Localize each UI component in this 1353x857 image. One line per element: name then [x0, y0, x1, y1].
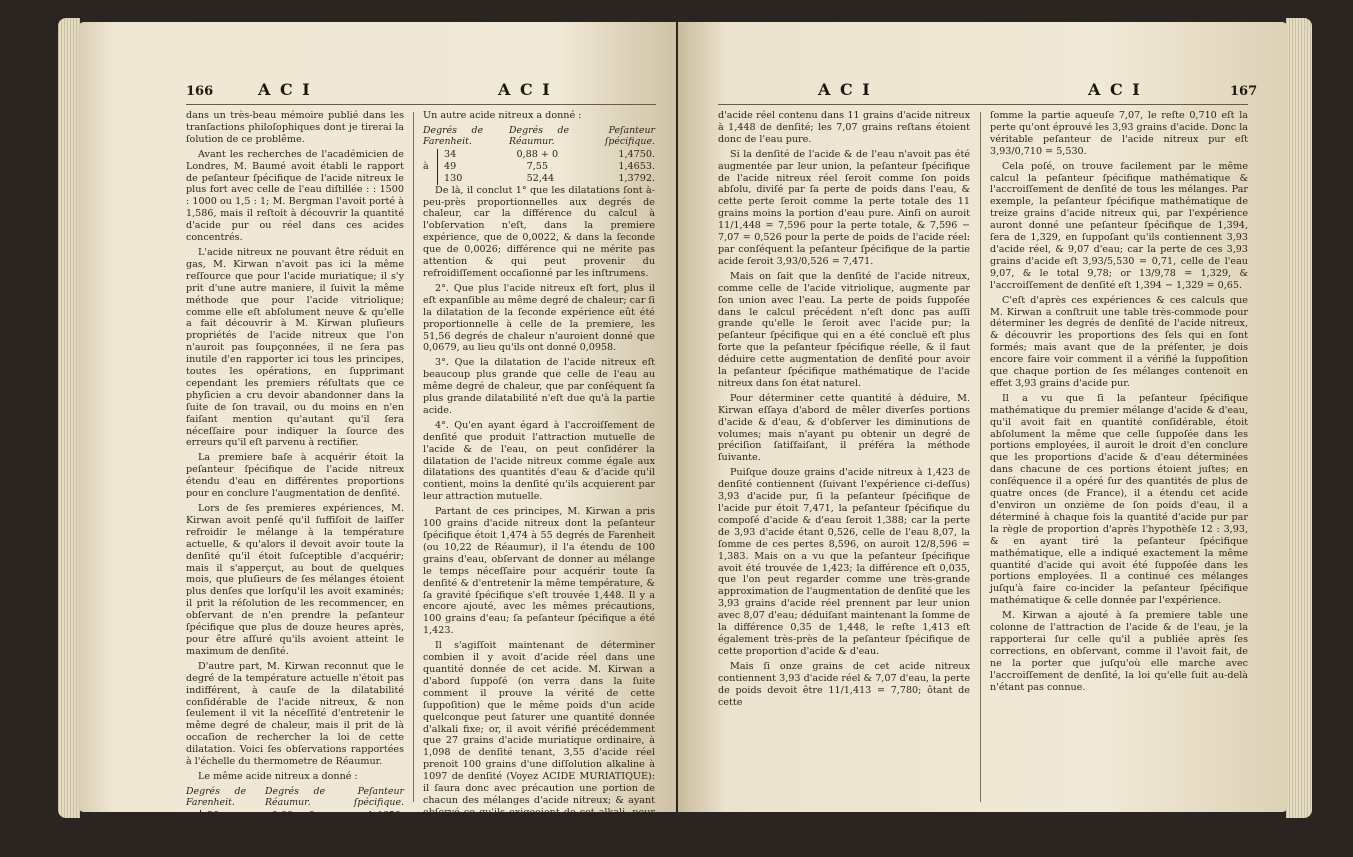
- table-cell: 1,4587.: [367, 821, 404, 833]
- paragraph: La premiere baſe à acquérir étoit la peſanteur ſpécifique de l'acide nitreux étendu d'eau en différentes proportions pour en conclure l'augmentation de denſité.: [186, 452, 404, 500]
- table-cell: 1,4750.: [618, 148, 655, 160]
- paragraph: Il s'agiſſoit maintenant de déterminer combien il y avoit d'acide réel dans une quantité donnée de cet acide. M. Kirwan a d'abord ſuppoſé (on verra dans la ſuite comment il prouve la vérité de cette ſuppoſition) que le même poids d'un acide quelconque peut ſaturer une quantité donnée d'alkali fixe; or, il avoit vérifié précédemment que 27 grains d'acide muriatique ordinaire, à 1,098 de denſité tenant, 3,55 d'acide réel prenoit 100 grains d'une diſſolution alkaline à 1097 de denſité (Voyez ACIDE MURIATIQUE): il ſaura donc avec précaution une portion de chacun des mélanges d'acide nitreux; & ayant obſervé ce qu'ils exigeoient de cet alkali, pour leur ſaturation précite, le calcul de ces obſervations rapportées à des termes moyens lui donna 3,93 pour la quantité: [423, 640, 655, 854]
- table-col-head: Peſanteur ſpécifique.: [604, 124, 655, 147]
- table-cell: 30: [207, 809, 220, 821]
- paragraph: Avant les recherches de l'académicien de Londres, M. Baumé avoit établi le rapport de peſanteur ſpécifique de l'acide nitreux le plus fort avec celle de l'eau diſtillée : : 1500 : 1000 ou 1,5 : 1; M. Bergman l'avoit porté à 1,586, mais il reſtoit à découvrir la quantité d'acide pur ou réel dans ces acides concentrés.: [186, 148, 404, 244]
- table-cell: 1,4653.: [618, 160, 655, 172]
- paragraph: L'acide nitreux ne pouvant être réduit en gas, M. Kirwan n'avoit pas ici la même reſſource que pour l'acide muriatique; il s'y prit d'une autre maniere, il ſuivit la même méthode que pour l'acide vitriolique; comme elle eſt abſolument neuve & qu'elle a fait découvrir à M. Kirwan pluſieurs propriétés de l'acide nitreux que l'on n'auroit pas ſoupçonnées, il ne ſera pas inutile d'en rapporter ici tous les principes, toutes les opérations, en ſupprimant cependant les premiers réſultats que ce phyſicien a cru devoir abandonner dans la ſuite de ſon travail, ou du moins en n'en faiſant mention qu'autant qu'il ſera néceſſaire pour indiquer la ſource des erreurs qu'il eſt parvenu à rectifier.: [186, 246, 404, 449]
- page-number: 166: [186, 84, 214, 99]
- table-col-head: Degrés de Réaumur.: [509, 124, 569, 147]
- table-col-head: Degrés de Farenheit.: [186, 785, 246, 808]
- table-row: [444, 149, 655, 161]
- brace-label: à: [423, 160, 429, 172]
- table-cell: 52,44: [526, 172, 555, 184]
- left-page: [78, 22, 676, 857]
- table-cell: 46: [207, 821, 220, 833]
- paragraph: Pour déterminer cette quantité à déduire, M. Kirwan eſſaya d'abord de mêler diverſes portions d'acide & d'eau, & d'obſerver les diminutions de volumes; mais n'ayant pu obtenir un degré de préciſion ſatiſfaiſant, il préféra la méthode ſuivante.: [718, 392, 970, 464]
- paragraph: Mais ſi onze grains de cet acide nitreux contiennent 3,93 d'acide réel & 7,07 d'eau, la perte de poids devoit être 11/1,413 = 7,780; ôtant de cette: [718, 660, 970, 708]
- paragraph: Puiſque douze grains d'acide nitreux à 1,423 de denſité contiennent (ſuivant l'expérience ci-deſſus) 3,93 d'acide pur, ſi la peſanteur ſpécifique de l'acide pur étoit 7,471, la peſanteur ſpécifique du compoſé d'acide & d'eau ſeroit 1,388; car la perte de 3,93 d'acide étant 0,526, celle de l'eau 8,07, la ſomme de ces pertes 8,596, on auroit 12/8,596 = 1,383. Mais on a vu que la peſanteur ſpécifique avoit été trouvée de 1,423; la différence eſt 0,035, que l'on peut regarder comme une très-grande approximation de l'augmentation de denſité que les 3,93 grains d'acide réel prennent par leur union avec 8,07 d'eau; déduiſant maintenant la ſomme de la différence 0,35 de 1,448, le reſte 1,413 eſt également très-près de la peſanteur ſpécifique de cette proportion d'acide & d'eau.: [718, 467, 970, 657]
- paragraph: Un autre acide nitreux a donné :: [423, 110, 582, 121]
- running-header-left-col2: A C I: [498, 80, 552, 99]
- paragraph: Le même acide nitreux a donné :: [198, 770, 358, 782]
- table-col-head: Peſanteur ſpécifique.: [353, 785, 404, 808]
- table-row: [207, 834, 404, 846]
- table-rows: [437, 149, 655, 185]
- table-cell: 6,22 + 0: [272, 821, 315, 833]
- table-row: [444, 173, 655, 185]
- table-cell: 24: [287, 833, 300, 845]
- paragraph: 2°. Que plus l'acide nitreux eſt fort, plus il eſt expanſible au même degré de chaleur; car ſi la dilatation de la ſeconde expérience eût été proportionnelle à celle de la premiere, les 51,56 degrés de chaleur n'auroient donné que 0,0679, au lieu qu'ils ont donné 0,0958.: [423, 282, 655, 354]
- table-col-head: Degrés de Réaumur.: [265, 785, 325, 808]
- right-page-edges: [1286, 18, 1312, 818]
- column-divider: [413, 112, 414, 802]
- table-cell: 1,4302.: [367, 833, 404, 845]
- table-cell: 34: [444, 148, 457, 160]
- table-rows: [200, 810, 404, 857]
- column-divider: [980, 112, 981, 802]
- table-cell: 86: [207, 833, 220, 845]
- paragraph: D'autre part, M. Kirwan reconnut que le degré de la température actuelle n'étoit pas indifférent, à cauſe de la dilatabilité conſidérable de l'acide nitreux, & non ſeulement il vit la néceſſité d'entretenir le même degré de chaleur, mais il prit de là occaſion de rechercher la loi de cette dilatation. Voici ſes obſervations rapportées à l'échelle du thermometre de Réaumur.: [186, 660, 404, 768]
- table-cell: 39,11: [282, 845, 311, 857]
- table-row: [444, 161, 655, 173]
- table-cell: 1,3792.: [618, 172, 655, 184]
- paragraph: Si la denſité de l'acide & de l'eau n'avoit pas été augmentée par leur union, la peſanteur ſpécifique de l'acide nitreux réel ſeroit comme ſon poids abſolu, diviſé par ſa perte de poids dans l'eau, & cette perte ſeroit comme la perte totale des 11 grains moins la portion d'eau pure. Ainſi on auroit 11/1,448 = 7,596 pour la perte totale, & 7,596 − 7,07 = 0,526 pour la perte de poids de l'acide réel: par conſéquent la peſanteur ſpécifique de la partie acide ſeroit 3,93/0,526 = 7,471.: [718, 148, 970, 267]
- data-table: [423, 149, 655, 185]
- header-rule: [186, 104, 656, 105]
- paragraph: C'eſt d'après ces expériences & ces calculs que M. Kirwan a conſtruit une table très-commode pour déterminer les degrés de denſité de l'acide nitreux, & découvrir les proportions des ſels qui en ſont formés; mais avant que de la préſenter, je dois encore faire voir comment il a vérifié la ſuppoſition que chaque portion de ſes mélanges contenoit en effet 3,93 grains d'acide pur.: [990, 294, 1248, 389]
- right-page: [678, 22, 1288, 812]
- table-row: [207, 810, 404, 822]
- open-book: [38, 8, 1328, 857]
- table-cell: 130: [444, 172, 463, 184]
- table-header: [423, 125, 655, 147]
- table-row: [207, 822, 404, 834]
- paragraph: 3°. Que la dilatation de l'acide nitreux eſt beaucoup plus grande que celle de l'eau au même degré de chaleur, que par conſéquent ſa plus grande dilatabilité n'eſt due qu'à la partie acide.: [423, 357, 655, 416]
- left-page-column-2: [423, 110, 655, 857]
- running-header-right-col2: A C I: [1088, 80, 1142, 99]
- paragraph: Partant de ces principes, M. Kirwan a pris 100 grains d'acide nitreux dont la peſanteur ſpécifique étoit 1,474 à 55 degrés de Farenheit (ou 10,22 de Réaumur), il l'a étendu de 100 grains d'eau, obſervant de donner au mélange le temps néceſſaire pour acquérir toute ſa denſité & d'entretenir la même température, & ſa gravité ſpécifique s'eſt trouvée 1,448. Il y a encore ajouté, avec les mêmes précautions, 100 grains d'eau; ſa peſanteur ſpécifique a été 1,423.: [423, 506, 655, 637]
- paragraph: ſomme la partie aqueuſe 7,07, le reſte 0,710 eſt la perte qu'ont éprouvé les 3,93 grains d'acide. Donc la véritable peſanteur de l'acide nitreux pur eſt 3,93/0,710 = 5,530.: [990, 110, 1248, 157]
- table-cell: 0,88 — 0: [271, 809, 315, 821]
- brace-label: à: [186, 829, 192, 841]
- table-cell: 1,4123.: [367, 845, 404, 857]
- left-page-edges: [58, 18, 80, 818]
- table-col-head: Degrés de Farenheit.: [423, 124, 483, 147]
- paragraph: 4°. Qu'en ayant égard à l'accroiſſement de denſité que produit l'attraction mutuelle de l'acide & de l'eau, on peut conſidérer la dilatation de l'acide nitreux comme égale aux dilatations des quantités d'eau & d'acide qu'il contient, moins la denſité qu'ils acquierent par leur attraction mutuelle.: [423, 419, 655, 503]
- right-page-column-1: [718, 110, 970, 711]
- running-header-left: A C I: [258, 80, 312, 99]
- table-cell: 1,4650.: [367, 809, 404, 821]
- right-page-column-2: [990, 110, 1248, 697]
- table-cell: 0,88 + 0: [516, 148, 559, 160]
- paragraph: Lors de ſes premieres expériences, M. Kirwan avoit penſé qu'il ſuffiſoit de laiſſer refroidir le mélange à la température actuelle, & qu'alors il devoit avoir toute la denſité qu'il étoit ſuſceptible d'acquérir; mais il s'apperçut, au bout de quelques mois, que pluſieurs de ſes mélanges étoient plus denſes que lorſqu'il les avoit examinés; il prit la réſolution de les recommencer, en obſervant de n'en prendre la peſanteur ſpécifique que plus de douze heures après, pour être aſſuré qu'ils avoient atteint le maximum de denſité.: [186, 503, 404, 657]
- table-header: [186, 786, 404, 808]
- data-table: [186, 810, 404, 857]
- paragraph: Il a vu que ſi la peſanteur ſpécifique mathématique du premier mélange d'acide & d'eau, qu'il avoit fait en quantité conſidérable, étoit abſolument la même que celle ſuppoſée dans les portions employées, il auroit le droit d'en conclure que les proportions d'acide & d'eau déterminées dans chacune de ces portions étoient juſtes; en conſéquence il a opéré ſur des quantités de plus de quatre onces (de France), il a étendu cet acide d'environ un onzième de ſon poids d'eau, il a déterminé à chaque fois la quantité d'acide pur par la règle de proportion d'après l'hypothèſe 12 : 3,93, & en ayant tiré la peſanteur ſpécifique mathématique, elle a indiqué exactement la même quantité d'acide qui avoit été ſuppoſée dans les portions employées. Il a continué ces mélanges juſqu'à faire co-incider la peſanteur ſpécifique mathématique & celle donnée par l'expérience.: [990, 392, 1248, 607]
- table-row: [207, 846, 404, 857]
- left-page-column-1: [186, 110, 404, 857]
- paragraph: Mais on ſait que la denſité de l'acide nitreux, comme celle de l'acide vitriolique, augmente par ſon union avec l'eau. La perte de poids ſuppoſée dans le calcul précédent n'eſt donc pas auſſi grande qu'elle le ſeroit avec l'acide pur; la peſanteur ſpécifique qui en a été concluë eſt plus forte que la peſanteur ſpécifique réelle, & il faut déduire cette augmentation de denſité pour avoir la peſanteur ſpécifique mathématique de l'acide nitreux dans ſon état naturel.: [718, 270, 970, 389]
- table-cell: 7,55: [526, 160, 548, 172]
- table-cell: 120: [207, 845, 226, 857]
- paragraph: M. Kirwan a ajouté à ſa premiere table une colonne de l'attraction de l'acide & de l'eau, je la rapporterai ſur celle qu'il a publiée après ſes corrections, en obſervant, comme il l'avoit fait, de ne la porter que juſqu'où elle marche avec l'accroiſſement de denſité, la loi qu'elle ſuit au-delà n'étant pas connue.: [990, 610, 1248, 693]
- paragraph: Cela poſé, on trouve facilement par le même calcul la peſanteur ſpécifique mathématique & l'accroiſſement de denſité de tous les mélanges. Par exemple, la peſanteur ſpécifique mathématique de treize grains d'acide nitreux qui, par l'expérience auront donné une peſanteur ſpécifique de 1,394, ſera de 1,329, en ſuppoſant qu'ils contiennent 3,93 d'acide réel, & 9,07 d'eau; car la perte de ces 3,93 grains d'acide eſt 3,93/5,530 = 0,71, celle de l'eau 9,07, & le total 9,78; or 13/9,78 = 1,329, & l'accroiſſement de denſité eſt 1,394 − 1,329 = 0,65.: [990, 160, 1248, 291]
- page-number: 167: [1230, 84, 1258, 99]
- header-rule: [718, 104, 1248, 105]
- running-header-right: A C I: [818, 80, 872, 99]
- paragraph: d'acide réel contenu dans 11 grains d'acide nitreux à 1,448 de denſité; les 7,07 grains reſtans étoient donc de l'eau pure.: [718, 110, 970, 145]
- paragraph: De là, il conclut 1° que les dilatations ſont à-peu-près proportionnelles aux degrés de chaleur, car la différence du calcul à l'obſervation n'eſt, dans la premiere expérience, que de 0,0022, & dans la ſeconde que de 0,0026; différence qui ne mérite pas attention & qui peut provenir du refroidiſſement occaſionné par les inſtrumens.: [423, 184, 655, 279]
- table-cell: 49: [444, 160, 457, 172]
- paragraph: dans un très-beau mémoire publié dans les tranſactions philoſophiques dont je tirerai la ſolution de ce problême.: [186, 110, 404, 145]
